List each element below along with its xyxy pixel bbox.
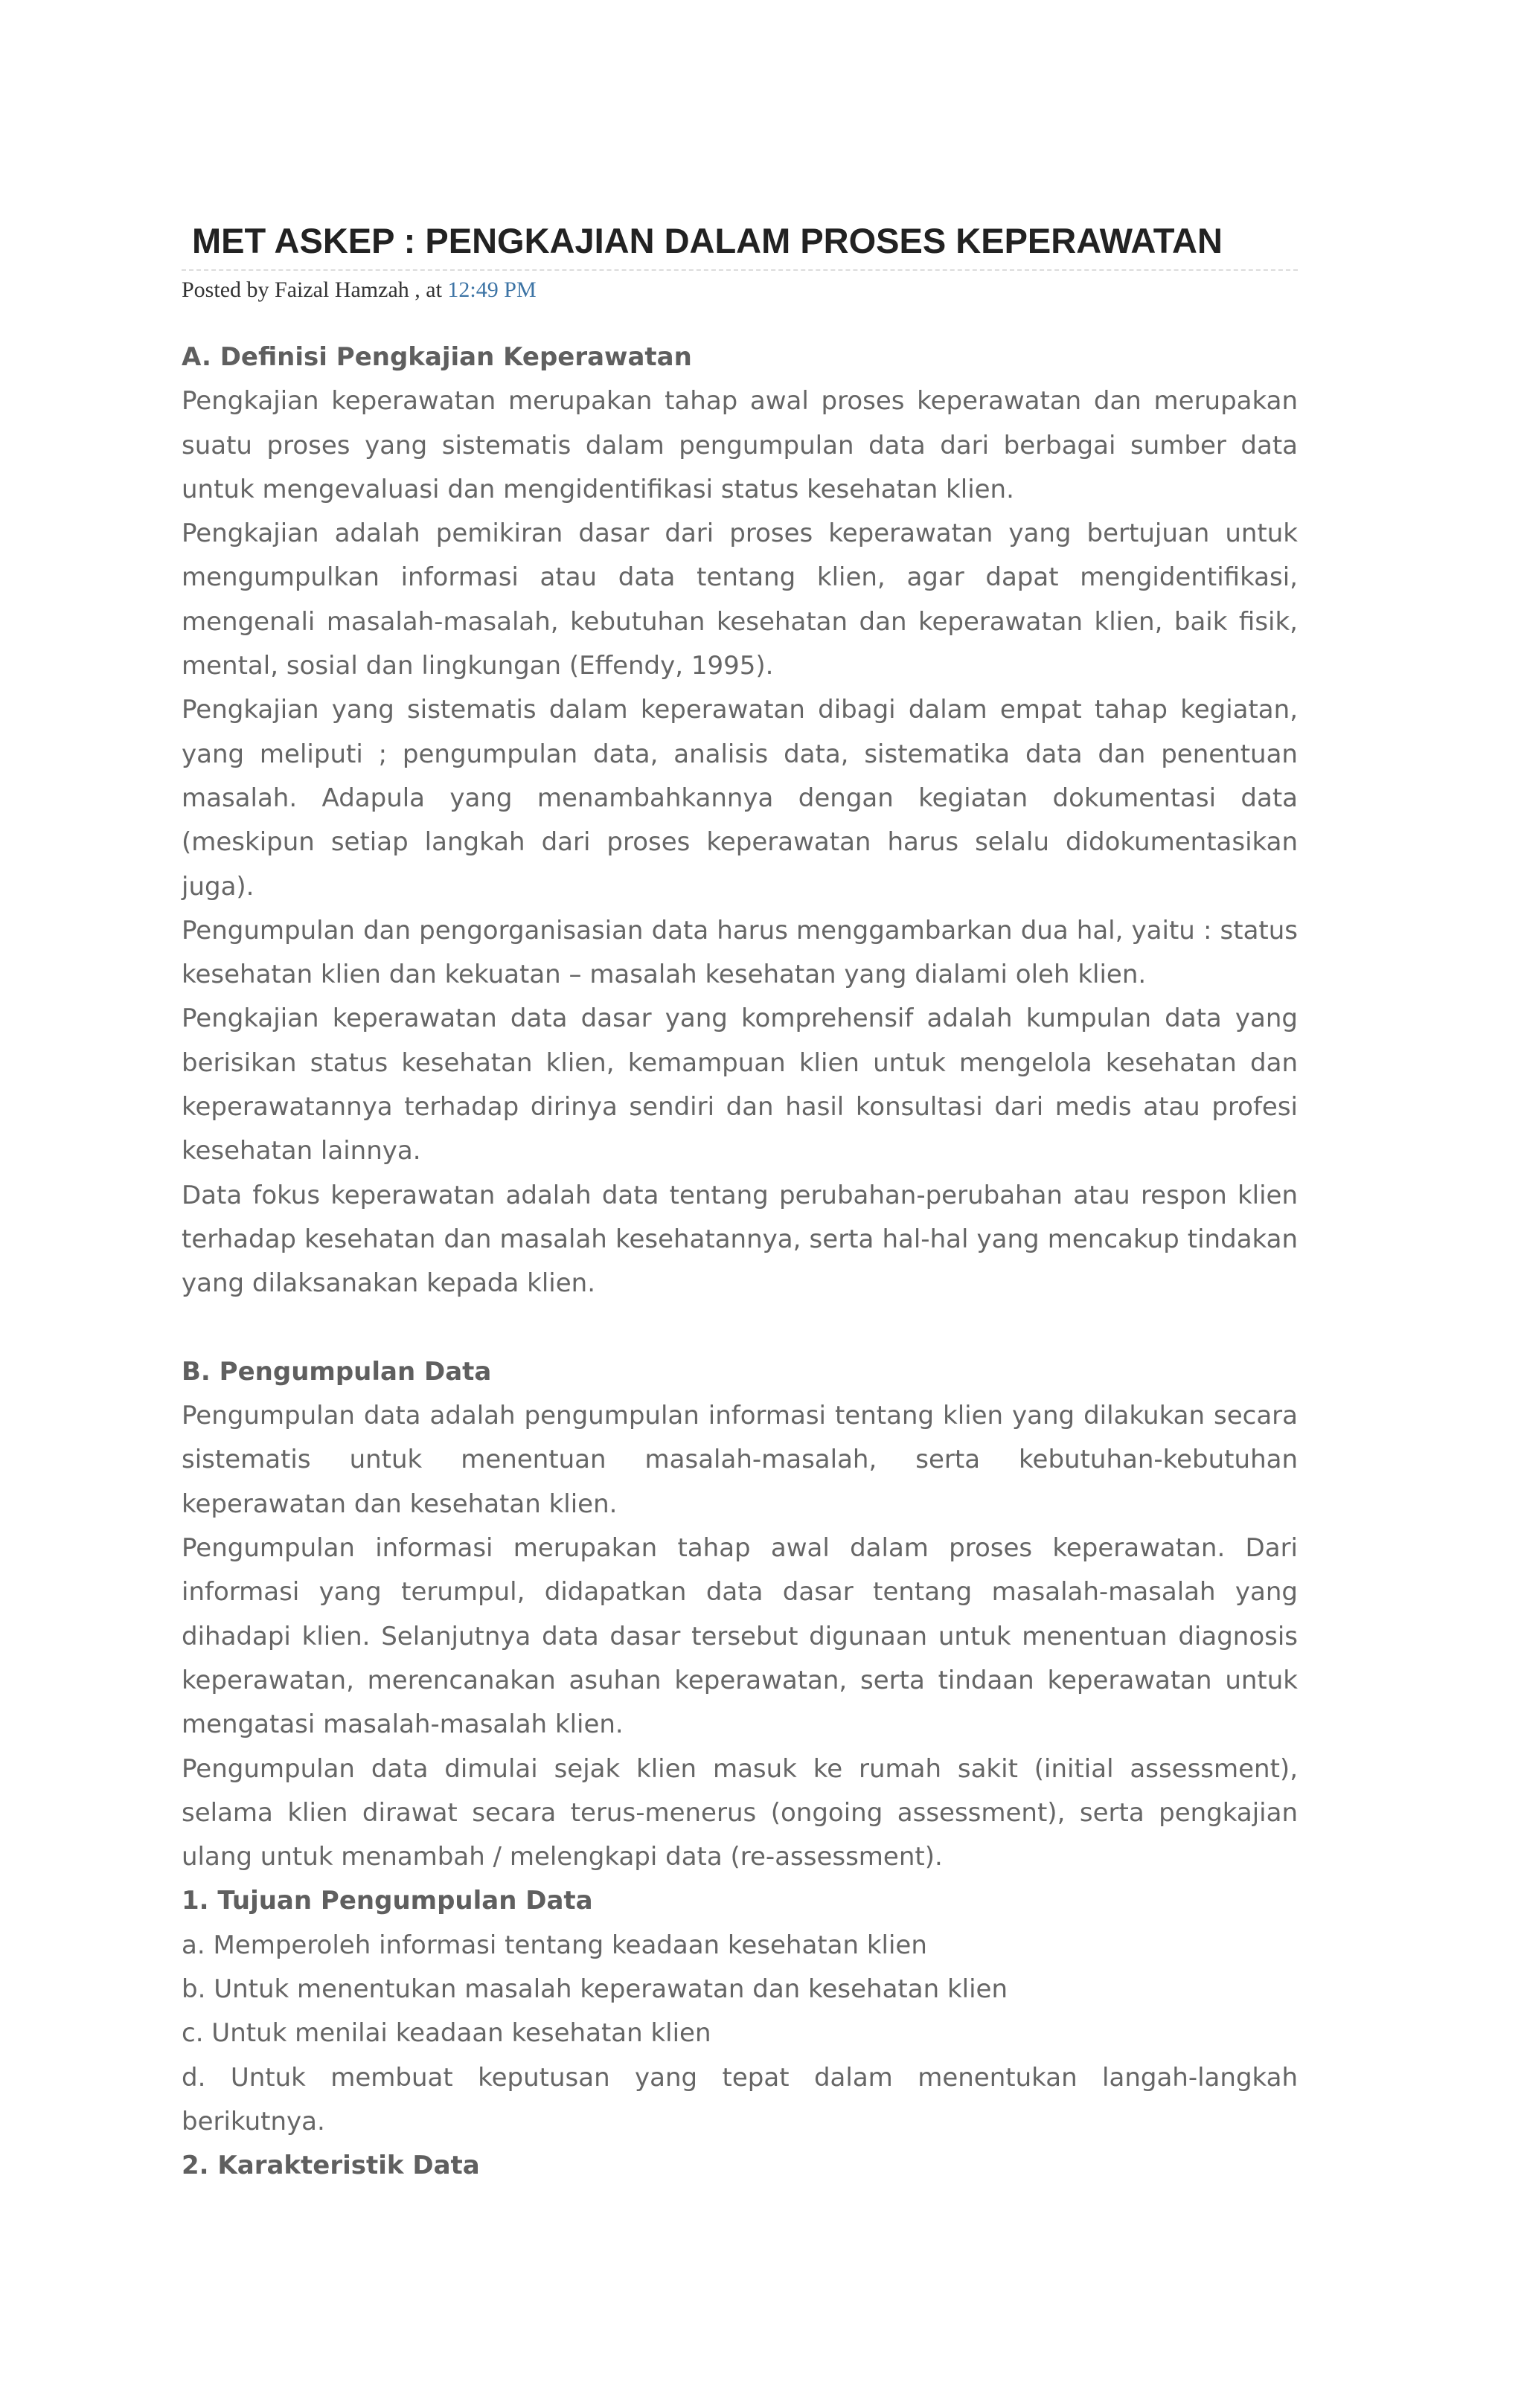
title-divider: [182, 269, 1298, 271]
post-title: MET ASKEP : PENGKAJIAN DALAM PROSES KEPERAWATAN: [192, 221, 1223, 260]
posted-by-label: Posted by: [182, 277, 275, 302]
section-b-heading: B. Pengumpulan Data: [182, 1356, 492, 1387]
section-a-paragraph-2: Pengkajian adalah pemikiran dasar dari proses keperawatan yang bertujuan untuk mengumpulkan informasi atau data tentang klien, agar dapat mengidentifikasi, mengenali masalah-masalah, kebutuhan kesehatan dan keperawatan klien, baik fisik, mental, sosial dan lingkungan (Effendy, 1995).: [182, 518, 1298, 681]
list-item-a: a. Memperoleh informasi tentang keadaan kesehatan klien: [182, 1930, 927, 1960]
post-time-link[interactable]: 12:49 PM: [447, 277, 537, 302]
section-a-paragraph-3: Pengkajian yang sistematis dalam keperawatan dibagi dalam empat tahap kegiatan, yang meliputi ; pengumpulan data, analisis data, sistematika data dan penentuan masalah. Adapula yang menambahkannya dengan kegiatan dokumentasi data (meskipun setiap langkah dari proses keperawatan harus selalu didokumentasikan juga).: [182, 695, 1298, 902]
subsection-1-heading: 1. Tujuan Pengumpulan Data: [182, 1886, 593, 1916]
section-b-paragraph-3: Pengumpulan data dimulai sejak klien masuk ke rumah sakit (initial assessment), selama klien dirawat secara terus-menerus (ongoing assessment), serta pengkajian ulang untuk menambah / melengkapi data (re-assessment).: [182, 1753, 1298, 1872]
section-a-paragraph-1: Pengkajian keperawatan merupakan tahap awal proses keperawatan dan merupakan suatu proses yang sistematis dalam pengumpulan data dari berbagai sumber data untuk mengevaluasi dan mengidentifikasi status kesehatan klien.: [182, 386, 1298, 504]
post-author[interactable]: Faizal Hamzah: [275, 277, 409, 302]
post-meta: [182, 275, 537, 305]
list-item-c: c. Untuk menilai keadaan kesehatan klien: [182, 2018, 711, 2049]
section-b-paragraph-1: Pengumpulan data adalah pengumpulan informasi tentang klien yang dilakukan secara sistematis untuk menentuan masalah-masalah, serta kebutuhan-kebutuhan keperawatan dan kesehatan klien.: [182, 1401, 1298, 1519]
section-spacer: [182, 1306, 1298, 1350]
section-a-paragraph-4: Pengumpulan dan pengorganisasian data harus menggambarkan dua hal, yaitu : status kesehatan klien dan kekuatan – masalah kesehatan yang dialami oleh klien.: [182, 915, 1298, 990]
section-a-heading: A. Definisi Pengkajian Keperawatan: [182, 342, 692, 372]
subsection-2-heading: 2. Karakteristik Data: [182, 2151, 480, 2181]
section-b-paragraph-2: Pengumpulan informasi merupakan tahap awal dalam proses keperawatan. Dari informasi yang terumpul, didapatkan data dasar tentang masalah-masalah yang dihadapi klien. Selanjutnya data dasar tersebut digunaan untuk menentuan diagnosis keperawatan, merencanakan asuhan keperawatan, serta tindaan keperawatan untuk mengatasi masalah-masalah klien.: [182, 1533, 1298, 1740]
at-label: , at: [409, 277, 448, 302]
list-item-b: b. Untuk menentukan masalah keperawatan dan kesehatan klien: [182, 1974, 1008, 2004]
post-body: [182, 335, 1298, 2188]
section-a-paragraph-5: Pengkajian keperawatan data dasar yang komprehensif adalah kumpulan data yang berisikan status kesehatan klien, kemampuan klien untuk mengelola kesehatan dan keperawatannya terhadap dirinya sendiri dan hasil konsultasi dari medis atau profesi kesehatan lainnya.: [182, 1004, 1298, 1166]
list-item-d: d. Untuk membuat keputusan yang tepat dalam menentukan langah-langkah berikutnya.: [182, 2062, 1298, 2136]
section-a-paragraph-6: Data fokus keperawatan adalah data tentang perubahan-perubahan atau respon klien terhadap kesehatan dan masalah kesehatannya, serta hal-hal yang mencakup tindakan yang dilaksanakan kepada klien.: [182, 1180, 1298, 1299]
